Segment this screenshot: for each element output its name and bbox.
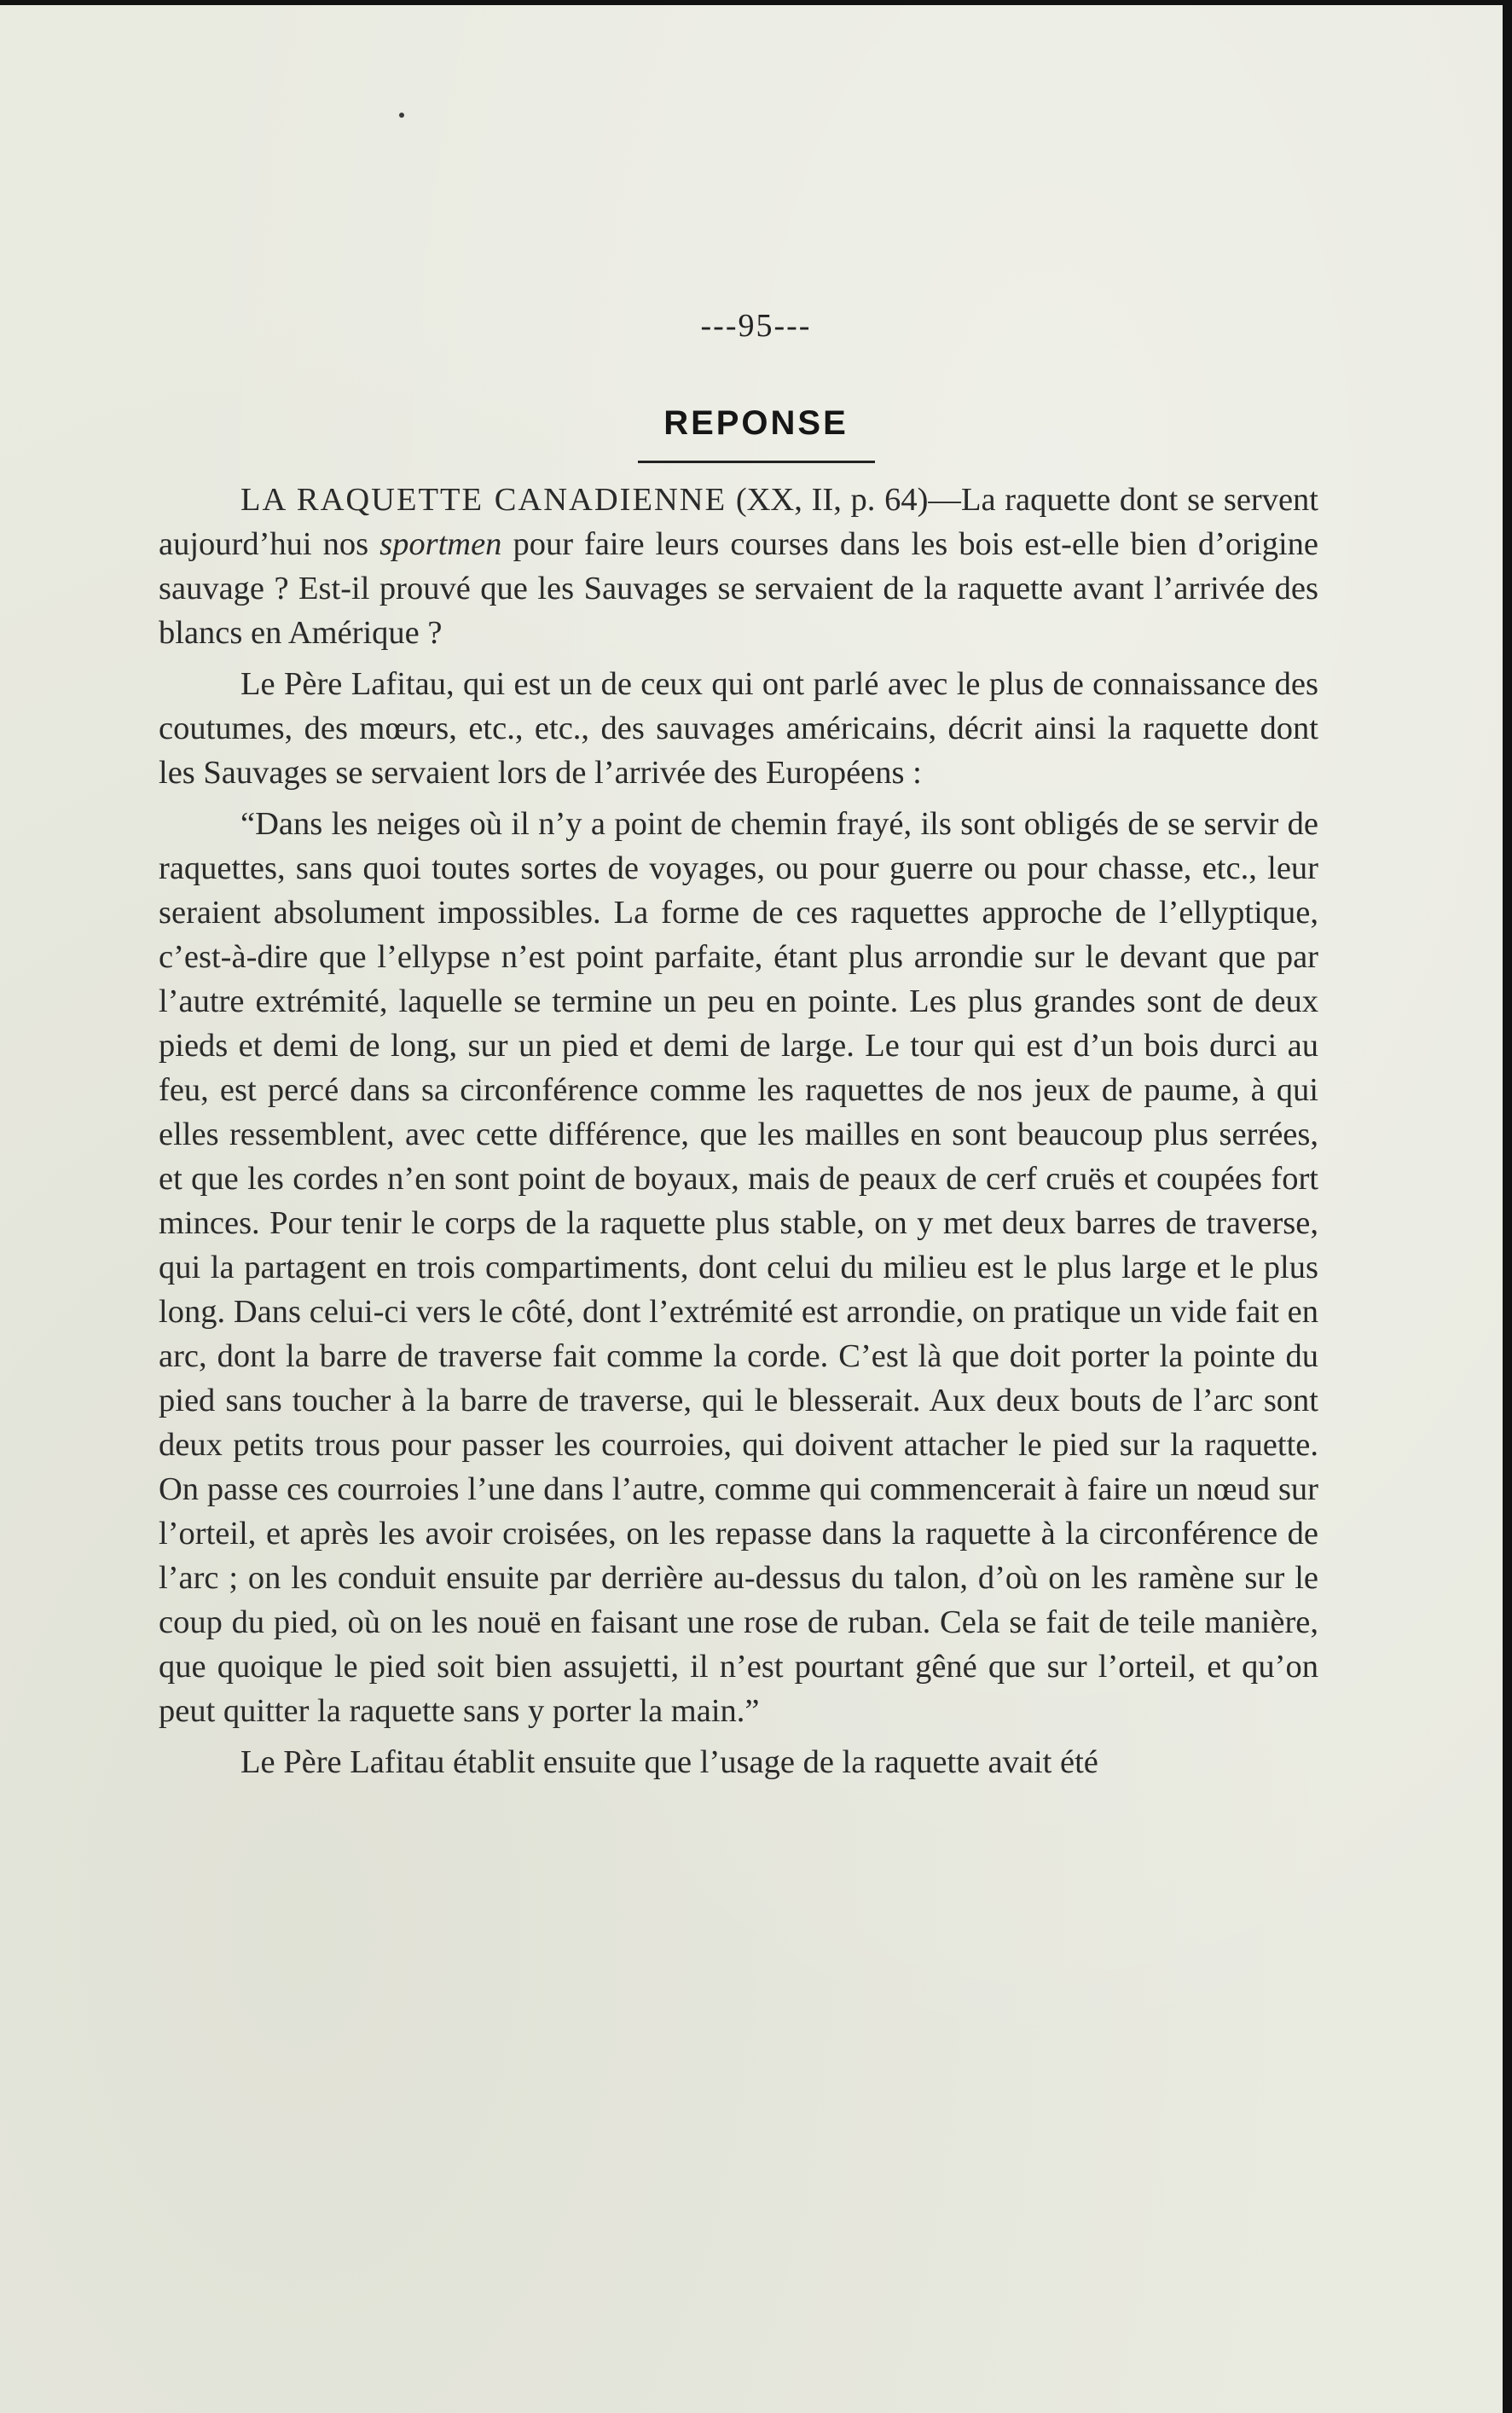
paragraph-quotation: “Dans les neiges où il n’y a point de chemin frayé, ils sont obligés de se servir de raquettes, sans quoi toutes sortes de voyages, ou pour guerre ou pour chasse, etc., leur seraient absolument impossibles. La forme de ces raquettes approche de l’ellyptique, c’est-à-dire que l’ellypse n’est point parfaite, étant plus arrondie sur le devant que par l’autre extrémité, laquelle se termine un peu en pointe. Les plus grandes sont de deux pieds et demi de long, sur un pied et demi de large. Le tour qui est d’un bois durci au feu, est percé dans sa circonférence comme les raquettes de nos jeux de paume, à qui elles ressemblent, avec cette différence, que les mailles en sont beaucoup plus serrées, et que les cordes n’en sont point de boyaux, mais de peaux de cerf cruës et coupées fort minces. Pour tenir le corps de la raquette plus stable, on y met deux barres de traverse, qui la partagent en trois compartiments, dont celui du milieu est le plus large et le plus long. Dans celui-ci vers le côté, dont l’extrémité est arrondie, on pratique un vide fait en arc, dont la barre de traverse fait comme la corde. C’est là que doit porter la pointe du pied sans toucher à la barre de traverse, qui le blesserait. Aux deux bouts de l’arc sont deux petits trous pour passer les courroies, qui doivent attacher le pied sur la raquette. On passe ces courroies l’une dans l’autre, comme qui commencerait à faire un nœud sur l’orteil, et après les avoir croisées, on les repasse dans la raquette à la circonférence de l’arc ; on les conduit ensuite par derrière au-dessus du talon, d’où on les ramène sur le coup du pied, où on les nouë en faisant une rose de ruban. Cela se fait de teile manière, que quoique le pied soit bien assujetti, il n’est pourtant gêné que sur l’orteil, et qu’on peut quitter la raquette sans y porter la main.” [159, 806, 1318, 1729]
paragraph-conclusion: Le Père Lafitau établit ensuite que l’usage de la raquette avait été [240, 1744, 1098, 1780]
ink-speck [399, 113, 404, 118]
paragraph-lafitau-intro: Le Père Lafitau, qui est un de ceux qui ont parlé avec le plus de connaissance des coutumes, des mœurs, etc., etc., des sauvages américains, décrit ainsi la raquette dont les Sauvages se servaient lors de l’arrivée des Européens : [159, 666, 1318, 791]
question-text-end: pour faire leurs courses dans les bois est-elle bien d’origine sauvage ? Est-il prouvé que les Sauvages se servaient de la raquette avant l’arrivée des blancs en Amérique ? [159, 526, 1318, 651]
section-title: REPONSE [663, 404, 849, 442]
paragraph-question [159, 478, 1318, 655]
title-underline [638, 461, 875, 463]
page-number: ---95--- [700, 308, 812, 344]
question-text-start: La raquette dont se servent aujourd’hui nos [159, 482, 1319, 562]
article-heading: LA RAQUETTE CANADIENNE [240, 482, 727, 518]
italic-term: sportmen [379, 526, 502, 562]
article-reference: (XX, II, p. 64)— [735, 482, 961, 518]
article-body [159, 478, 1318, 1784]
